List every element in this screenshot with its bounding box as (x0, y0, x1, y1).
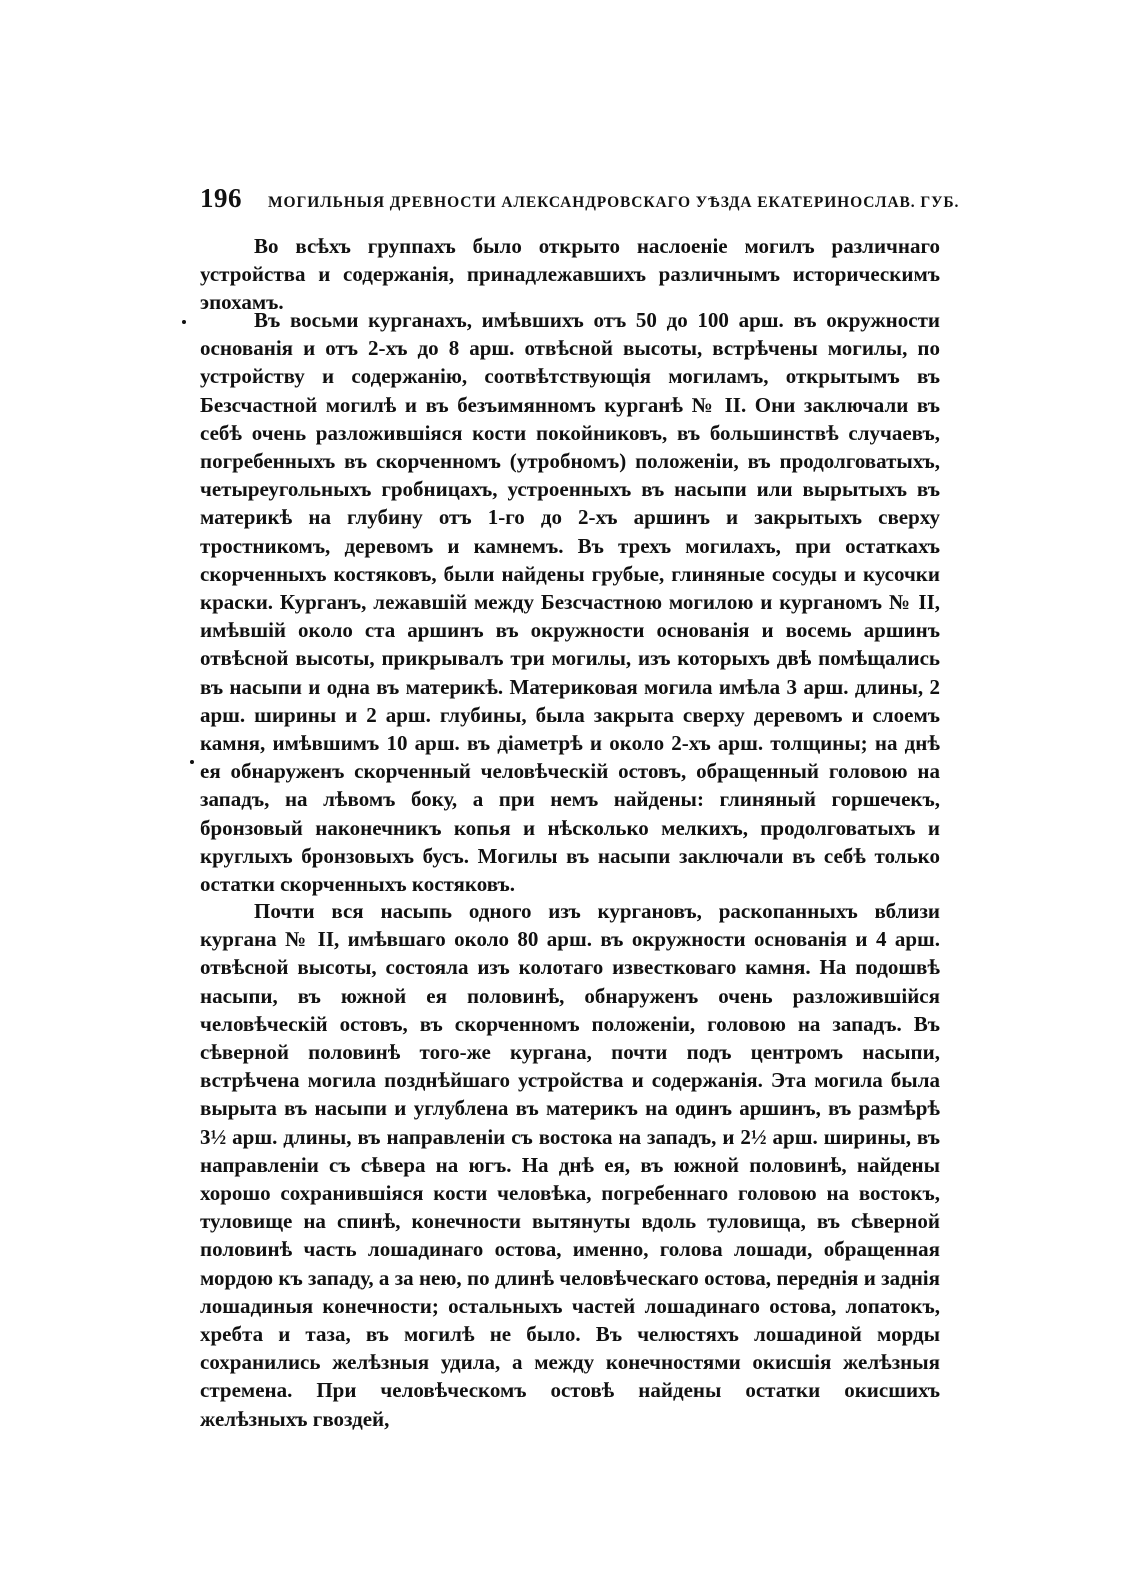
paragraph-2: Въ восьми курганахъ, имѣвшихъ отъ 50 до 100 арш. въ окружности основанія и отъ 2-хъ до 8 арш. отвѣсной высоты, встрѣчены могилы, по устройству и содержанію, соотвѣтствующія могиламъ, открытымъ въ Безсчастной могилѣ и въ безъимянномъ курганѣ № II. Они заключали въ себѣ очень разложившіяся кости покойниковъ, въ большинствѣ случаевъ, погребенныхъ въ скорченномъ (утробномъ) положеніи, въ продолговатыхъ, четыреугольныхъ гробницахъ, устроенныхъ въ насыпи или вырытыхъ въ материкѣ на глубину отъ 1-го до 2-хъ аршинъ и закрытыхъ сверху тростникомъ, деревомъ и камнемъ. Въ трехъ могилахъ, при остаткахъ скорченныхъ костяковъ, были найдены грубые, глиняные сосуды и кусочки краски. Курганъ, лежавшій между Безсчастною могилою и курганомъ № II, имѣвшій около ста аршинъ въ окружности основанія и восемь аршинъ отвѣсной высоты, прикрывалъ три могилы, изъ которыхъ двѣ помѣщались въ насыпи и одна въ материкѣ. Материковая могила имѣла 3 арш. длины, 2 арш. ширины и 2 арш. глубины, была закрыта сверху деревомъ и слоемъ камня, имѣвшимъ 10 арш. въ діаметрѣ и около 2-хъ арш. толщины; на днѣ ея обнаруженъ скорченный человѣческій остовъ, обращенный головою на западъ, на лѣвомъ боку, а при немъ найдены: глиняный горшечекъ, бронзовый наконечникъ копья и нѣсколько мелкихъ, продолговатыхъ и круглыхъ бронзовыхъ бусъ. Могилы въ насыпи заключали въ себѣ только остатки скорченныхъ костяковъ. (200, 308, 940, 897)
margin-speck-lower (190, 760, 194, 764)
paragraph-3: Почти вся насыпь одного изъ кургановъ, раскопанныхъ вблизи кургана № II, имѣвшаго около 80 арш. въ окружности основанія и 4 арш. отвѣсной высоты, состояла изъ колотаго известковаго камня. На подошвѣ насыпи, въ южной ея половинѣ, обнаруженъ очень разложившійся человѣческій остовъ, въ скорченномъ положеніи, головою на западъ. Въ сѣверной половинѣ того-же кургана, почти подъ центромъ насыпи, встрѣчена могила позднѣйшаго устройства и содержанія. Эта могила была вырыта въ насыпи и углублена въ материкъ на одинъ аршинъ, въ размѣрѣ 3½ арш. длины, въ направленіи съ востока на западъ, и 2½ арш. ширины, въ направленіи съ сѣвера на югъ. На днѣ ея, въ южной половинѣ, найдены хорошо сохранившіяся кости человѣка, погребеннаго головою на востокъ, туловище на спинѣ, конечности вытянуты вдоль туловища, въ сѣверной половинѣ часть лошадинаго остова, именно, голова лошади, обращенная мордою къ западу, а за нею, по длинѣ человѣческаго остова, переднія и заднія лошадиныя конечности; остальныхъ частей лошадинаго остова, лопатокъ, хребта и таза, въ могилѣ не было. Въ челюстяхъ лошадиной морды сохранились желѣзныя удила, а между конечностями окисшія желѣзныя стремена. При человѣческомъ остовѣ найдены остатки окисшихъ желѣзныхъ гвоздей, (200, 899, 940, 1431)
running-head (200, 183, 960, 219)
paragraph-1: Во всѣхъ группахъ было открыто наслоеніе могилъ различнаго устройства и содержанія, принадлежавшихъ различнымъ историческимъ эпохамъ. (200, 234, 940, 315)
page-number: 196 (200, 183, 242, 213)
margin-speck-upper (182, 320, 186, 324)
running-head-title: МОГИЛЬНЫЯ ДРЕВНОСТИ АЛЕКСАНДРОВСКАГО УѢЗДА ЕКАТЕРИНОСЛАВ. ГУБ. (268, 194, 960, 211)
